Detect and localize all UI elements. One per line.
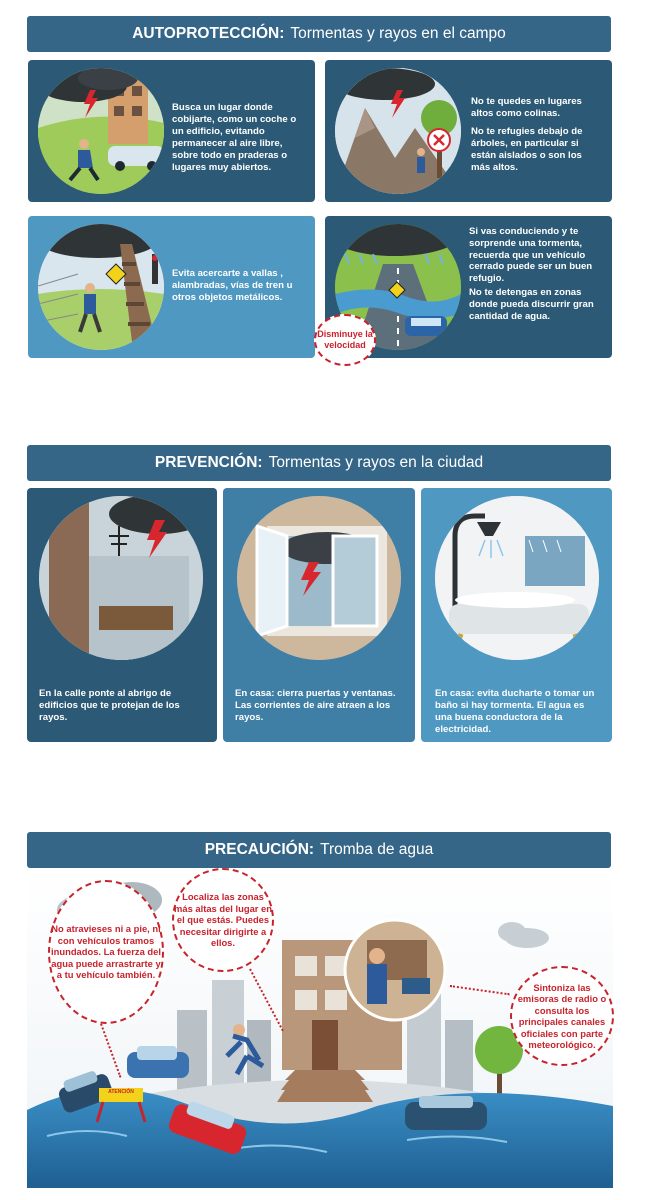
header-title-bold: PRECAUCIÓN: xyxy=(204,841,315,858)
callout-no-cross-flooded: No atravieses ni a pie, ni con vehículos tramos inundados. La fuerza del agua puede arrastrarte y a tu vehículo también. xyxy=(48,880,164,1024)
bathtub-shower-illustration-icon xyxy=(435,496,599,660)
card-text: En casa: cierra puertas y ventanas. Las corrientes de aire atraen a los rayos. xyxy=(235,688,396,723)
illustration-railway xyxy=(38,224,164,350)
illustration-bath xyxy=(435,496,599,660)
header-title-bold: PREVENCIÓN: xyxy=(154,454,263,471)
mountain-tree-illustration-icon xyxy=(335,68,461,194)
illustration-hill-tree xyxy=(335,68,461,194)
card-shelter xyxy=(28,60,315,202)
card-street xyxy=(27,488,217,742)
card-text: Busca un lugar donde cobijarte, como un coche o un edificio, evitando permanecer al aire libre, sobre todo en praderas o lugares muy abiertos. xyxy=(172,102,297,173)
card-text-group xyxy=(469,226,607,328)
window-storm-illustration-icon xyxy=(237,496,401,660)
header-title-rest: Tromba de agua xyxy=(320,841,434,858)
section-header-tromba xyxy=(27,832,611,868)
header-title-rest: Tormentas y rayos en el campo xyxy=(290,25,506,42)
illustration-shelter xyxy=(38,68,164,194)
card-high-places xyxy=(325,60,612,202)
card-text: Evita acercarte a vallas , alambradas, vías de tren u otros objetos metálicos. xyxy=(172,268,293,303)
building-lightning-illustration-icon xyxy=(39,496,203,660)
section-header-ciudad xyxy=(27,445,611,481)
card-text-line-1: No te quedes en lugares altos como colinas. xyxy=(471,96,582,119)
header-title-bold: AUTOPROTECCIÓN: xyxy=(132,25,285,42)
callout-tune-radio: Sintoniza las emisoras de radio o consulta los principales canales oficiales con parte meteorológico. xyxy=(510,966,614,1066)
card-shower xyxy=(421,488,612,742)
card-text: En la calle ponte al abrigo de edificios que te protejan de los rayos. xyxy=(39,688,180,723)
attention-sign-label: ATENCIÓN xyxy=(108,1089,134,1095)
card-text-line-1: Si vas conduciendo y te sorprende una tormenta, recuerda que un vehículo cerrado puede ser un buen refugio. xyxy=(469,226,593,285)
illustration-window xyxy=(237,496,401,660)
card-text: En casa: evita ducharte o tomar un baño si hay tormenta. El agua es una buena conductora de la electricidad. xyxy=(435,688,595,735)
section-header-campo xyxy=(27,16,611,52)
storm-house-car-illustration-icon xyxy=(38,68,164,194)
card-metal-objects xyxy=(28,216,315,358)
illustration-buildings xyxy=(39,496,203,660)
card-text-line-2: No te detengas en zonas donde pueda discurrir gran cantidad de agua. xyxy=(469,286,594,322)
slow-down-callout: Disminuye la velocidad xyxy=(314,314,376,366)
card-text-line-2: No te refugies debajo de árboles, en particular si están aislados o son los más altos. xyxy=(471,126,583,173)
callout-high-ground: Localiza las zonas más altas del lugar en el que estás. Puedes necesitar dirigirte a ellos. xyxy=(172,868,274,972)
card-text-group xyxy=(471,96,603,180)
railway-fence-illustration-icon xyxy=(38,224,164,350)
header-title-rest: Tormentas y rayos en la ciudad xyxy=(268,454,484,471)
card-close-windows xyxy=(223,488,415,742)
